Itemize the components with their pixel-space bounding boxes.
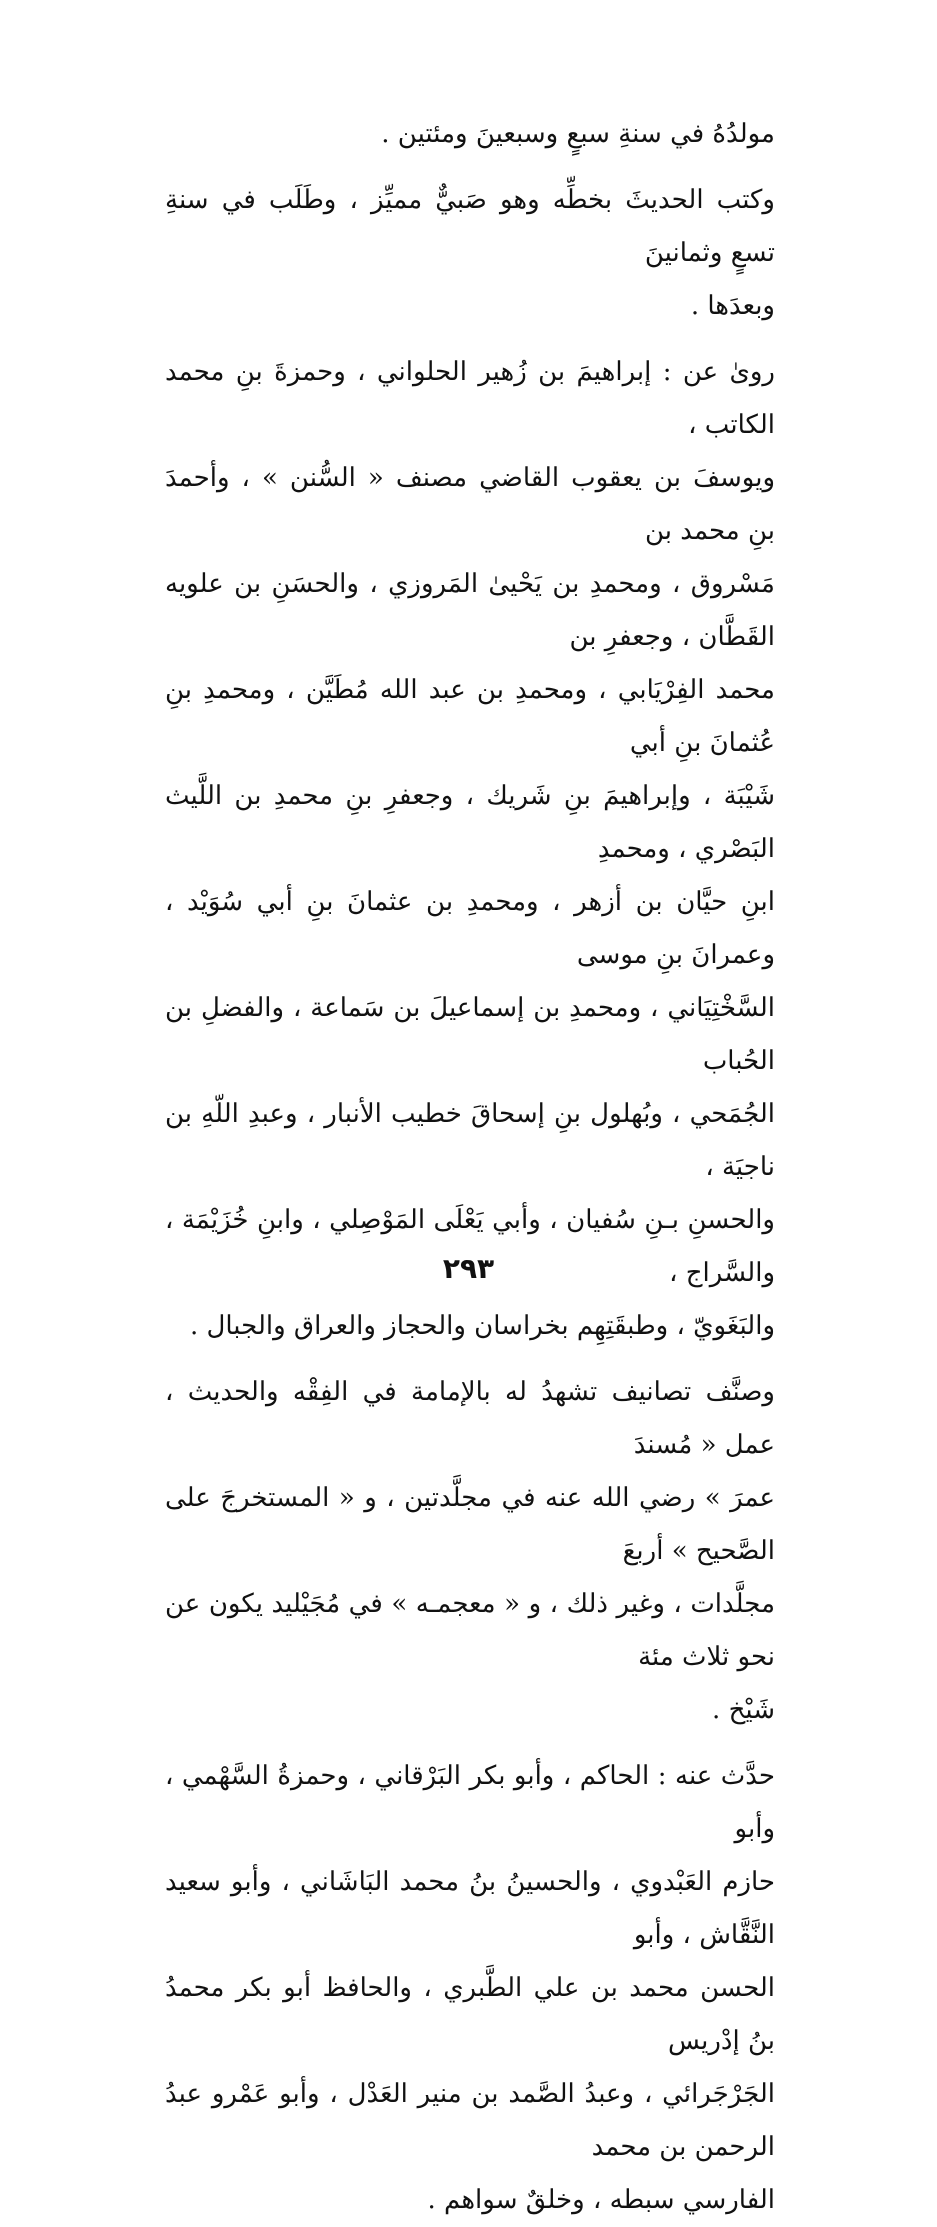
page-number: ٢٩٣ [442,1252,495,1285]
paragraph-narrated-from: روىٰ عن : إبراهيمَ بن زُهير الحلواني ، وحمزةَ بنِ محمد الكاتب ، ويوسفَ بن يعقوب القاضي مصنف « السُّنن » ، وأحمدَ بنِ محمد بن مَسْروق ، ومحمدِ بن يَحْيىٰ المَروزي ، والحسَنِ بن علويه القَطَّان ، وجعفرِ بن محمد الفِرْيَابي ، ومحمدِ بن عبد الله مُطَيَّن ، ومحمدِ بنِ عُثمانَ بنِ أبي شَيْبَة ، وإبراهيمَ بنِ شَريك ، وجعفرِ بنِ محمدِ بن اللَّيث البَصْري ، ومحمدِ ابنِ حيَّان بن أزهر ، ومحمدِ بن عثمانَ بنِ أبي سُوَيْد ، وعمرانَ بنِ موسى السَّخْتِيَاني ، ومحمدِ بن إسماعيلَ بن سَماعة ، والفضلِ بن الحُباب الجُمَحي ، وبُهلول بنِ إسحاقَ خطيب الأنبار ، وعبدِ اللّهِ بن ناجيَة ، والحسنِ بـنِ سُفيان ، وأبي يَعْلَى المَوْصِلي ، وابنِ خُزَيْمَة ، والسَّراج ، والبَغَويّ ، وطبقَتِهِم بخراسان والحجاز والعراق والجبال . [165,357,775,1341]
paragraph-narrated-by: حدَّث عنه : الحاكم ، وأبو بكر البَرْقاني ، وحمزةُ السَّهْمي ، وأبو حازم العَبْدوي ، والحسينُ بنُ محمد البَاشَاني ، وأبو سعيد النَّقَّاش ، وأبو الحسن محمد بن علي الطَّبري ، والحافظ أبو بكر محمدُ بنُ إدْريس الجَرْجَرائي ، وعبدُ الصَّمد بن منير العَدْل ، وأبو عَمْرو عبدُ الرحمن بن محمد الفارسي سبطه ، وخلقٌ سواهم . [165,1761,775,2215]
body-text [165,108,775,2227]
paragraph-birth: مولدُهُ في سنةِ سبعٍ وسبعينَ ومئتين . [381,119,775,149]
paragraph-works: وصنَّف تصانيف تشهدُ له بالإمامة في الفِقْه والحديث ، عمل « مُسندَ عمرَ » رضي الله عنه في مجلَّدتين ، و « المستخرجَ على الصَّحيح » أربعَ مجلَّدات ، وغير ذلك ، و « معجمـه » في مُجَيْليد يكون عن نحو ثلاث مئة شَيْخ . [165,1377,775,1725]
paragraph-study: وكتب الحديثَ بخطِّه وهو صَبيٌّ مميِّز ، وطَلَب في سنةِ تسعٍ وثمانينَ وبعدَها . [165,185,775,321]
